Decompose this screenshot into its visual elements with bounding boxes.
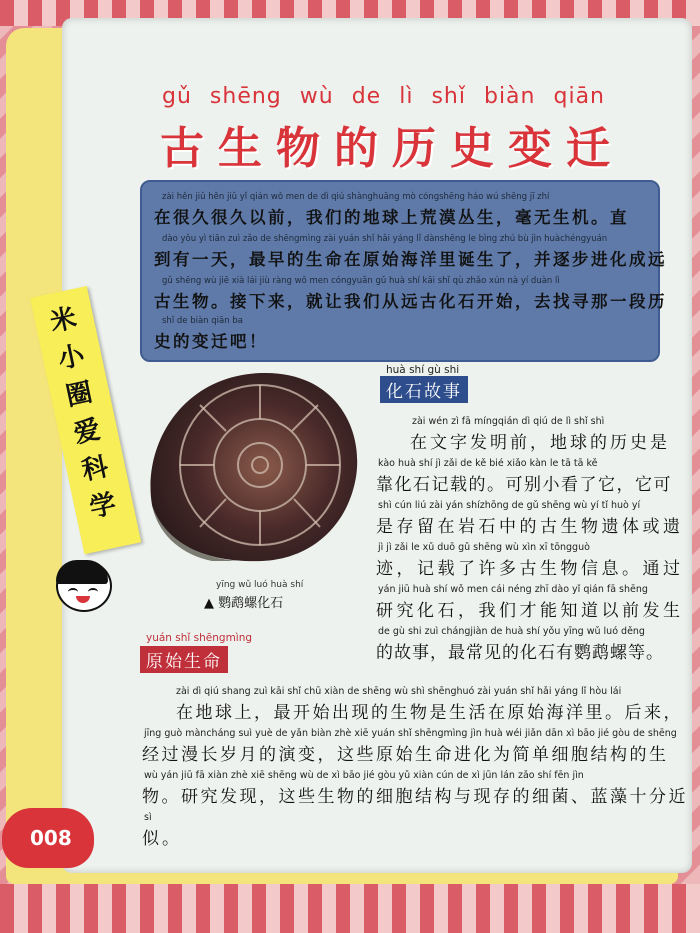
section1-pinyin-line: jì jì zǎi le xǔ duō gǔ shēng wù xìn xī tōngguò bbox=[378, 542, 590, 553]
page-title: 古生物的历史变迁 bbox=[160, 123, 624, 174]
intro-text-line: 古生物。接下来，就让我们从远古化石开始，去找寻那一段历 bbox=[154, 292, 667, 311]
section1-pinyin-line: yán jiū huà shí wǒ men cái néng zhī dào yǐ qián fā shēng bbox=[378, 584, 648, 595]
intro-pinyin-line: zài hěn jiǔ hěn jiǔ yǐ qián wǒ men de dì qiú shànghuāng mò cóngshēng háo wú shēng jī zhí bbox=[162, 192, 550, 202]
fossil-caption-pinyin: yīng wǔ luó huà shí bbox=[216, 580, 304, 590]
section1-text-line: 研究化石，我们才能知道以前发生 bbox=[376, 601, 684, 621]
section1-text-line: 迹，记载了许多古生物信息。通过 bbox=[376, 559, 684, 579]
fossil-caption: ▲ 鹦鹉螺化石 bbox=[204, 596, 284, 611]
intro-text-line: 史的变迁吧！ bbox=[154, 332, 268, 351]
section2-text-line: 经过漫长岁月的演变，这些原始生命进化为简单细胞结构的生 bbox=[142, 745, 669, 765]
title-pinyin-syllable: shēng bbox=[209, 84, 282, 109]
intro-pinyin-line: shǐ de biàn qiān ba bbox=[162, 316, 243, 326]
title-pinyin bbox=[162, 84, 623, 109]
section1-pinyin-line: kào huà shí jì zǎi de kě bié xiǎo kàn le tā tā kě bbox=[378, 458, 598, 469]
section1-pinyin-line: shì cún liú zài yán shízhōng de gǔ shēng wù yí tǐ huò yí bbox=[378, 500, 641, 511]
section1-pinyin-line: zài wén zì fā míngqián dì qiú de lì shǐ shì bbox=[412, 416, 605, 427]
section1-text-line: 靠化石记载的。可别小看了它，它可 bbox=[376, 475, 672, 495]
intro-text-line: 到有一天，最早的生命在原始海洋里诞生了，并逐步进化成远 bbox=[154, 250, 667, 269]
title-pinyin-syllable: biàn bbox=[483, 84, 536, 109]
section2-text-line: 在地球上，最开始出现的生物是生活在原始海洋里。后来， bbox=[176, 703, 683, 723]
section1-text-line: 的故事，最常见的化石有鹦鹉螺等。 bbox=[376, 643, 664, 663]
intro-text-line: 在很久很久以前，我们的地球上荒漠丛生，毫无生机。直 bbox=[154, 208, 629, 227]
side-banner-text: 米小圈爱科学 bbox=[47, 303, 119, 524]
bottom-border-decoration bbox=[0, 884, 700, 933]
section2-heading: 原始生命 bbox=[140, 646, 228, 673]
title-pinyin-syllable: lì bbox=[399, 84, 414, 109]
intro-pinyin-line: gǔ shēng wù jiē xià lái jiù ràng wǒ men cóngyuǎn gǔ huà shí kāi shǐ qù zhǎo xún nà yí duàn lì bbox=[162, 276, 560, 286]
title-pinyin-syllable: shǐ bbox=[431, 84, 466, 109]
title-pinyin-syllable: de bbox=[351, 84, 382, 109]
title-pinyin-syllable: wù bbox=[299, 84, 334, 109]
section2-heading-pinyin: yuán shǐ shēngmìng bbox=[146, 632, 253, 644]
section2-text-line: 物。研究发现，这些生物的细胞结构与现存的细菌、蓝藻十分近 bbox=[142, 787, 688, 807]
section1-text-line: 是存留在岩石中的古生物遗体或遗 bbox=[376, 517, 684, 537]
title-pinyin-syllable: gǔ bbox=[162, 84, 192, 109]
section2-pinyin-line: zài dì qiú shang zuì kāi shǐ chū xiàn de shēng wù shì shēnghuó zài yuán shǐ hǎi yáng lǐ hòu lái bbox=[176, 686, 622, 697]
section1-heading-pinyin: huà shí gù shi bbox=[386, 364, 460, 376]
section1-text-line: 在文字发明前，地球的历史是 bbox=[410, 433, 670, 453]
section2-pinyin-line: sì bbox=[144, 812, 152, 823]
intro-pinyin-line: dào yǒu yì tiān zuì zǎo de shēngmìng zài yuán shǐ hǎi yáng lǐ dànshēng le bìng zhú bù jìn huàchéngyuán bbox=[162, 234, 608, 244]
section1-pinyin-line: de gù shi zuì chángjiàn de huà shí yǒu yīng wǔ luó děng bbox=[378, 626, 645, 637]
page-number: 008 bbox=[30, 826, 72, 850]
section2-pinyin-line: jīng guò màncháng suì yuè de yǎn biàn zhè xiē yuán shǐ shēngmìng jìn huà wéi jiǎn dān xì bāo jié gòu de shēng bbox=[144, 728, 677, 739]
title-pinyin-syllable: qiān bbox=[553, 84, 606, 109]
intro-box bbox=[140, 180, 667, 362]
mascot-face-icon bbox=[56, 560, 112, 612]
section1-heading: 化石故事 bbox=[380, 376, 468, 403]
nautilus-fossil-image bbox=[142, 365, 362, 565]
section2-pinyin-line: wù yán jiū fā xiàn zhè xiē shēng wù de xì bāo jié gòu yǔ xiàn cún de xì jūn lán zǎo shí fēn jìn bbox=[144, 770, 584, 781]
section2-text-line: 似。 bbox=[142, 829, 182, 849]
